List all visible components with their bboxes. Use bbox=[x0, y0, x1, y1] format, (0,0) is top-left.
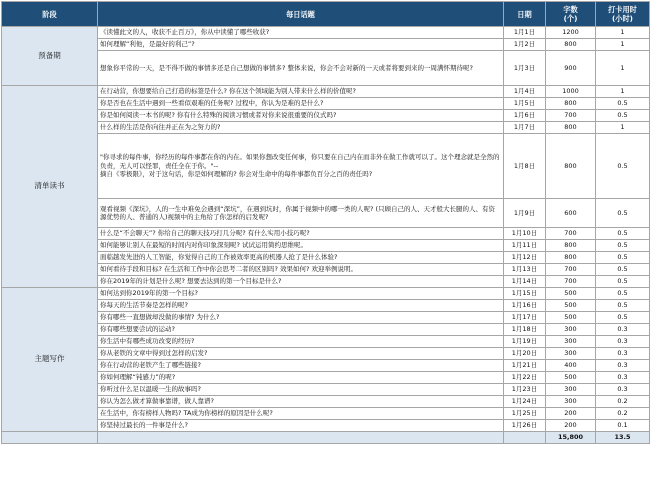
table-row bbox=[2, 27, 650, 39]
topic-cell: 你是如何阅读一本书的呢? 你有什么特殊的阅读习惯或者对你来说很重要的仪式吗? bbox=[98, 110, 504, 122]
stage-cell-reading: 清单读书 bbox=[2, 86, 98, 288]
words-cell: 300 bbox=[546, 348, 596, 360]
total-empty-date bbox=[504, 432, 546, 444]
table-row bbox=[2, 276, 650, 288]
date-cell: 1月3日 bbox=[504, 51, 546, 86]
hours-cell: 0.3 bbox=[596, 384, 650, 396]
words-cell: 200 bbox=[546, 408, 596, 420]
date-cell: 1月18日 bbox=[504, 324, 546, 336]
hours-cell: 1 bbox=[596, 39, 650, 51]
date-cell: 1月10日 bbox=[504, 228, 546, 240]
hours-cell: 0.1 bbox=[596, 420, 650, 432]
table-row bbox=[2, 336, 650, 348]
date-cell: 1月4日 bbox=[504, 86, 546, 98]
words-cell: 800 bbox=[546, 252, 596, 264]
header-date: 日期 bbox=[504, 2, 546, 27]
hours-cell: 0.5 bbox=[596, 240, 650, 252]
topic-cell: 如何能够让别人在最短的时间内对你印象深刻呢? 试试运用简约思维呢。 bbox=[98, 240, 504, 252]
hours-cell: 0.5 bbox=[596, 288, 650, 300]
topic-cell: 如何理解“利他，是最好的利己”? bbox=[98, 39, 504, 51]
words-cell: 500 bbox=[546, 312, 596, 324]
table-row bbox=[2, 122, 650, 134]
date-cell: 1月23日 bbox=[504, 384, 546, 396]
stage-cell-prep: 预备期 bbox=[2, 27, 98, 86]
topic-cell: 你如何理解“钝感力”的呢? bbox=[98, 372, 504, 384]
hours-cell: 1 bbox=[596, 27, 650, 39]
topic-cell: 你有哪些一直想做却没做的事情? 为什么? bbox=[98, 312, 504, 324]
words-cell: 1200 bbox=[546, 27, 596, 39]
topic-cell: 你生活中有哪些成功改变的经历? bbox=[98, 336, 504, 348]
words-cell: 900 bbox=[546, 51, 596, 86]
topic-cell: 《读懂此文的人，收获不止百万》，你从中读懂了哪些收获? bbox=[98, 27, 504, 39]
table-row bbox=[2, 228, 650, 240]
date-cell: 1月20日 bbox=[504, 348, 546, 360]
date-cell: 1月14日 bbox=[504, 276, 546, 288]
topic-cell: 你在行动营的老铁产生了哪些链接? bbox=[98, 360, 504, 372]
table-row bbox=[2, 300, 650, 312]
date-cell: 1月7日 bbox=[504, 122, 546, 134]
date-cell: 1月21日 bbox=[504, 360, 546, 372]
date-cell: 1月8日 bbox=[504, 134, 546, 199]
hours-cell: 1 bbox=[596, 86, 650, 98]
words-cell: 400 bbox=[546, 360, 596, 372]
stage-cell-writing: 主题写作 bbox=[2, 288, 98, 432]
table-row bbox=[2, 264, 650, 276]
table-row bbox=[2, 324, 650, 336]
date-cell: 1月25日 bbox=[504, 408, 546, 420]
table-row bbox=[2, 98, 650, 110]
total-row bbox=[2, 432, 650, 444]
hours-cell: 0.5 bbox=[596, 312, 650, 324]
header-row bbox=[2, 2, 650, 27]
total-empty-topic bbox=[98, 432, 504, 444]
total-hours-cell: 13.5 bbox=[596, 432, 650, 444]
table-row bbox=[2, 312, 650, 324]
words-cell: 300 bbox=[546, 384, 596, 396]
header-stage: 阶段 bbox=[2, 2, 98, 27]
topic-cell: 观看视频《深坑》，人的一生中难免会遇到“深坑”，在遇到坑时，你属于视频中的哪一类的人呢? (只顾自己的人、天才般大长腿的人、有资源优势的人、普通的人)视频中的主角给了你怎样的启发呢? bbox=[98, 199, 504, 228]
topic-cell: 你从老铁的文章中得到过怎样的启发? bbox=[98, 348, 504, 360]
topic-cell: 你是否也在生活中遇到一些看似艰难的任务呢? 过程中，你认为是难的是什么? bbox=[98, 98, 504, 110]
words-cell: 300 bbox=[546, 324, 596, 336]
topic-cell: 面临越发先进的人工智能，你觉得自己的工作被效率更高的机器人抢了是什么体验? bbox=[98, 252, 504, 264]
hours-cell: 0.2 bbox=[596, 396, 650, 408]
header-words: 字数 (个) bbox=[546, 2, 596, 27]
hours-cell: 0.5 bbox=[596, 134, 650, 199]
words-cell: 800 bbox=[546, 122, 596, 134]
topic-cell: 你有哪些想要尝试的运动? bbox=[98, 324, 504, 336]
topic-cell: 如何看待手段和目标? 在生活和工作中你会思考二者的区别吗? 效果如何? 欢迎举例说明。 bbox=[98, 264, 504, 276]
topic-cell: 你在2019年的计划是什么呢? 想要去达到的第一个目标是什么? bbox=[98, 276, 504, 288]
words-cell: 600 bbox=[546, 199, 596, 228]
table-row bbox=[2, 134, 650, 199]
total-words-cell: 15,800 bbox=[546, 432, 596, 444]
date-cell: 1月2日 bbox=[504, 39, 546, 51]
date-cell: 1月26日 bbox=[504, 420, 546, 432]
date-cell: 1月15日 bbox=[504, 288, 546, 300]
topic-cell: 你坚持过最长的一件事是什么? bbox=[98, 420, 504, 432]
date-cell: 1月22日 bbox=[504, 372, 546, 384]
hours-cell: 0.3 bbox=[596, 372, 650, 384]
hours-cell: 0.3 bbox=[596, 324, 650, 336]
words-cell: 700 bbox=[546, 264, 596, 276]
words-cell: 300 bbox=[546, 336, 596, 348]
table-row bbox=[2, 252, 650, 264]
hours-cell: 0.3 bbox=[596, 360, 650, 372]
table-row bbox=[2, 360, 650, 372]
date-cell: 1月24日 bbox=[504, 396, 546, 408]
words-cell: 800 bbox=[546, 98, 596, 110]
words-cell: 800 bbox=[546, 240, 596, 252]
table-row bbox=[2, 384, 650, 396]
topic-cell: 你每天的生活节奏是怎样的呢? bbox=[98, 300, 504, 312]
table-row bbox=[2, 110, 650, 122]
header-hours: 打卡用时 (小时) bbox=[596, 2, 650, 27]
words-cell: 300 bbox=[546, 396, 596, 408]
table-row bbox=[2, 86, 650, 98]
topic-cell: 你认为怎么做才算做事靠谱，做人靠谱? bbox=[98, 396, 504, 408]
table-row bbox=[2, 408, 650, 420]
words-cell: 500 bbox=[546, 288, 596, 300]
table-row bbox=[2, 51, 650, 86]
table-row bbox=[2, 240, 650, 252]
words-cell: 700 bbox=[546, 228, 596, 240]
words-cell: 200 bbox=[546, 420, 596, 432]
date-cell: 1月9日 bbox=[504, 199, 546, 228]
table-row bbox=[2, 348, 650, 360]
words-cell: 700 bbox=[546, 110, 596, 122]
table-row bbox=[2, 372, 650, 384]
date-cell: 1月1日 bbox=[504, 27, 546, 39]
date-cell: 1月6日 bbox=[504, 110, 546, 122]
topic-cell: 想象你平常的一天，是不得不做的事情多还是自己想做的事情多? 整体来说，你会不会对新的一天或者将要到来的一周满怀期待呢? bbox=[98, 51, 504, 86]
words-cell: 800 bbox=[546, 39, 596, 51]
topic-cell: "你寻求的每件事，你经历的每件事都在你的内在。如果你想改变任何事，你只要在自己内在而非外在做工作就可以了。这个理念就是全然的负责，无人可以怪罪，责任全在于你。"-- 摘自《零极限》，对于这句话，你是如何理解的? 你会对生命中的每件事都负百分之百的责任吗? bbox=[98, 134, 504, 199]
table-row bbox=[2, 396, 650, 408]
words-cell: 800 bbox=[546, 134, 596, 199]
hours-cell: 0.5 bbox=[596, 110, 650, 122]
topic-cell: 你听过什么足以温暖一生的故事吗? bbox=[98, 384, 504, 396]
date-cell: 1月13日 bbox=[504, 264, 546, 276]
table-row bbox=[2, 199, 650, 228]
date-cell: 1月11日 bbox=[504, 240, 546, 252]
hours-cell: 0.5 bbox=[596, 98, 650, 110]
hours-cell: 0.5 bbox=[596, 199, 650, 228]
topic-cell: 如何达到你2019年的第一个目标? bbox=[98, 288, 504, 300]
table-row bbox=[2, 39, 650, 51]
hours-cell: 0.5 bbox=[596, 276, 650, 288]
words-cell: 500 bbox=[546, 300, 596, 312]
date-cell: 1月5日 bbox=[504, 98, 546, 110]
table-row bbox=[2, 420, 650, 432]
topic-cell: 什么样的生活是你向往并正在为之努力的? bbox=[98, 122, 504, 134]
topic-cell: 在生活中，你有榜样人物吗? TA成为你榜样的原因是什么呢? bbox=[98, 408, 504, 420]
challenge-schedule-table bbox=[1, 1, 650, 444]
hours-cell: 0.5 bbox=[596, 228, 650, 240]
words-cell: 1000 bbox=[546, 86, 596, 98]
words-cell: 700 bbox=[546, 276, 596, 288]
table-row bbox=[2, 288, 650, 300]
date-cell: 1月16日 bbox=[504, 300, 546, 312]
hours-cell: 1 bbox=[596, 122, 650, 134]
hours-cell: 0.5 bbox=[596, 300, 650, 312]
date-cell: 1月12日 bbox=[504, 252, 546, 264]
header-topic: 每日话题 bbox=[98, 2, 504, 27]
hours-cell: 1 bbox=[596, 51, 650, 86]
hours-cell: 0.5 bbox=[596, 252, 650, 264]
hours-cell: 0.2 bbox=[596, 408, 650, 420]
hours-cell: 0.3 bbox=[596, 348, 650, 360]
words-cell: 500 bbox=[546, 372, 596, 384]
total-empty-stage bbox=[2, 432, 98, 444]
topic-cell: 什么是“不会聊天”? 你给自己的聊天技巧打几分呢? 有什么实用小技巧呢? bbox=[98, 228, 504, 240]
hours-cell: 0.3 bbox=[596, 336, 650, 348]
hours-cell: 0.5 bbox=[596, 264, 650, 276]
date-cell: 1月19日 bbox=[504, 336, 546, 348]
topic-cell: 在行动营，你想要给自己打造的标签是什么? 你在这个领域能为别人带来什么样的价值呢? bbox=[98, 86, 504, 98]
date-cell: 1月17日 bbox=[504, 312, 546, 324]
